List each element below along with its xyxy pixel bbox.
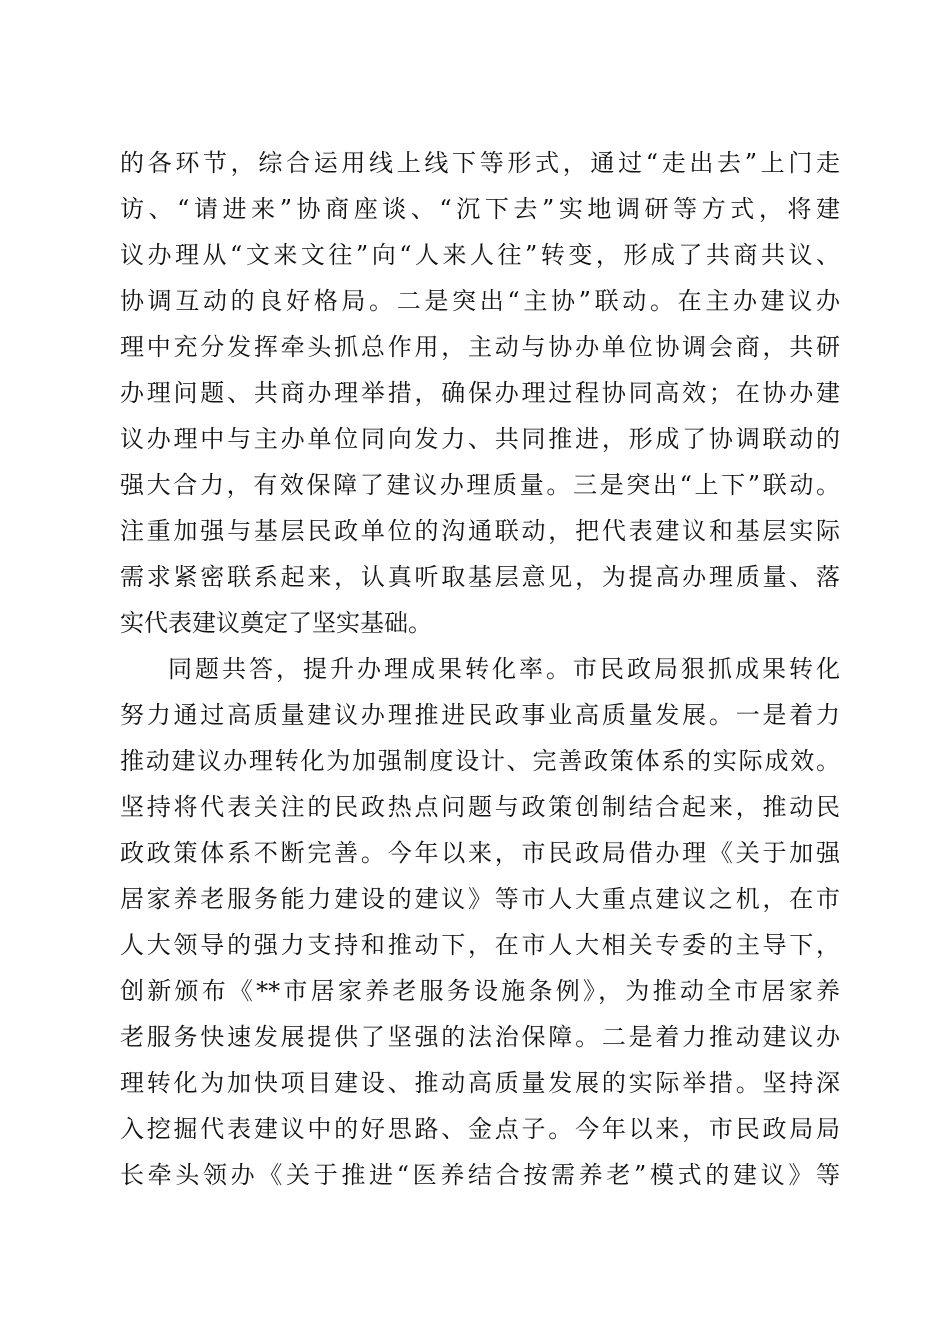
document-body: [120, 140, 840, 1198]
paragraph-1: [120, 140, 840, 646]
text-line: 注重加强与基层民政单位的沟通联动，把代表建议和基层实际: [120, 517, 840, 545]
text-line: 长牵头领办《关于推进“医养结合按需养老”模式的建议》等: [120, 1161, 840, 1189]
text-line: 议办理中与主办单位同向发力、共同推进，形成了协调联动的: [120, 425, 840, 453]
paragraph-2: [120, 646, 840, 1198]
text-line: 理中充分发挥牵头抓总作用，主动与协办单位协调会商，共研: [120, 333, 840, 361]
text-line: 入挖掘代表建议中的好思路、金点子。今年以来，市民政局局: [120, 1115, 840, 1143]
text-line: 努力通过高质量建议办理推进民政事业高质量发展。一是着力: [120, 701, 840, 729]
text-line: 政政策体系不断完善。今年以来，市民政局借办理《关于加强: [120, 839, 840, 867]
text-line: 居家养老服务能力建设的建议》等市人大重点建议之机，在市: [120, 885, 840, 913]
text-line: 的各环节，综合运用线上线下等形式，通过“走出去”上门走: [120, 149, 840, 177]
text-line: 实代表建议奠定了坚实基础。: [120, 609, 432, 637]
text-line: 人大领导的强力支持和推动下，在市人大相关专委的主导下，: [120, 931, 840, 959]
text-line: 协调互动的良好格局。二是突出“主协”联动。在主办建议办: [120, 287, 840, 315]
text-line: 坚持将代表关注的民政热点问题与政策创制结合起来，推动民: [120, 793, 840, 821]
text-line: 老服务快速发展提供了坚强的法治保障。二是着力推动建议办: [120, 1023, 840, 1051]
text-line: 需求紧密联系起来，认真听取基层意见，为提高办理质量、落: [120, 563, 840, 591]
text-line: 推动建议办理转化为加强制度设计、完善政策体系的实际成效。: [120, 747, 840, 775]
text-line: 议办理从“文来文往”向“人来人往”转变，形成了共商共议、: [120, 241, 840, 269]
text-line: 创新颁布《**市居家养老服务设施条例》，为推动全市居家养: [120, 977, 840, 1005]
text-line: 理转化为加快项目建设、推动高质量发展的实际举措。坚持深: [120, 1069, 840, 1097]
text-line: 同题共答，提升办理成果转化率。市民政局狠抓成果转化: [168, 655, 840, 683]
text-line: 办理问题、共商办理举措，确保办理过程协同高效；在协办建: [120, 379, 840, 407]
text-line: 访、“请进来”协商座谈、“沉下去”实地调研等方式，将建: [120, 195, 840, 223]
text-line: 强大合力，有效保障了建议办理质量。三是突出“上下”联动。: [120, 471, 840, 499]
